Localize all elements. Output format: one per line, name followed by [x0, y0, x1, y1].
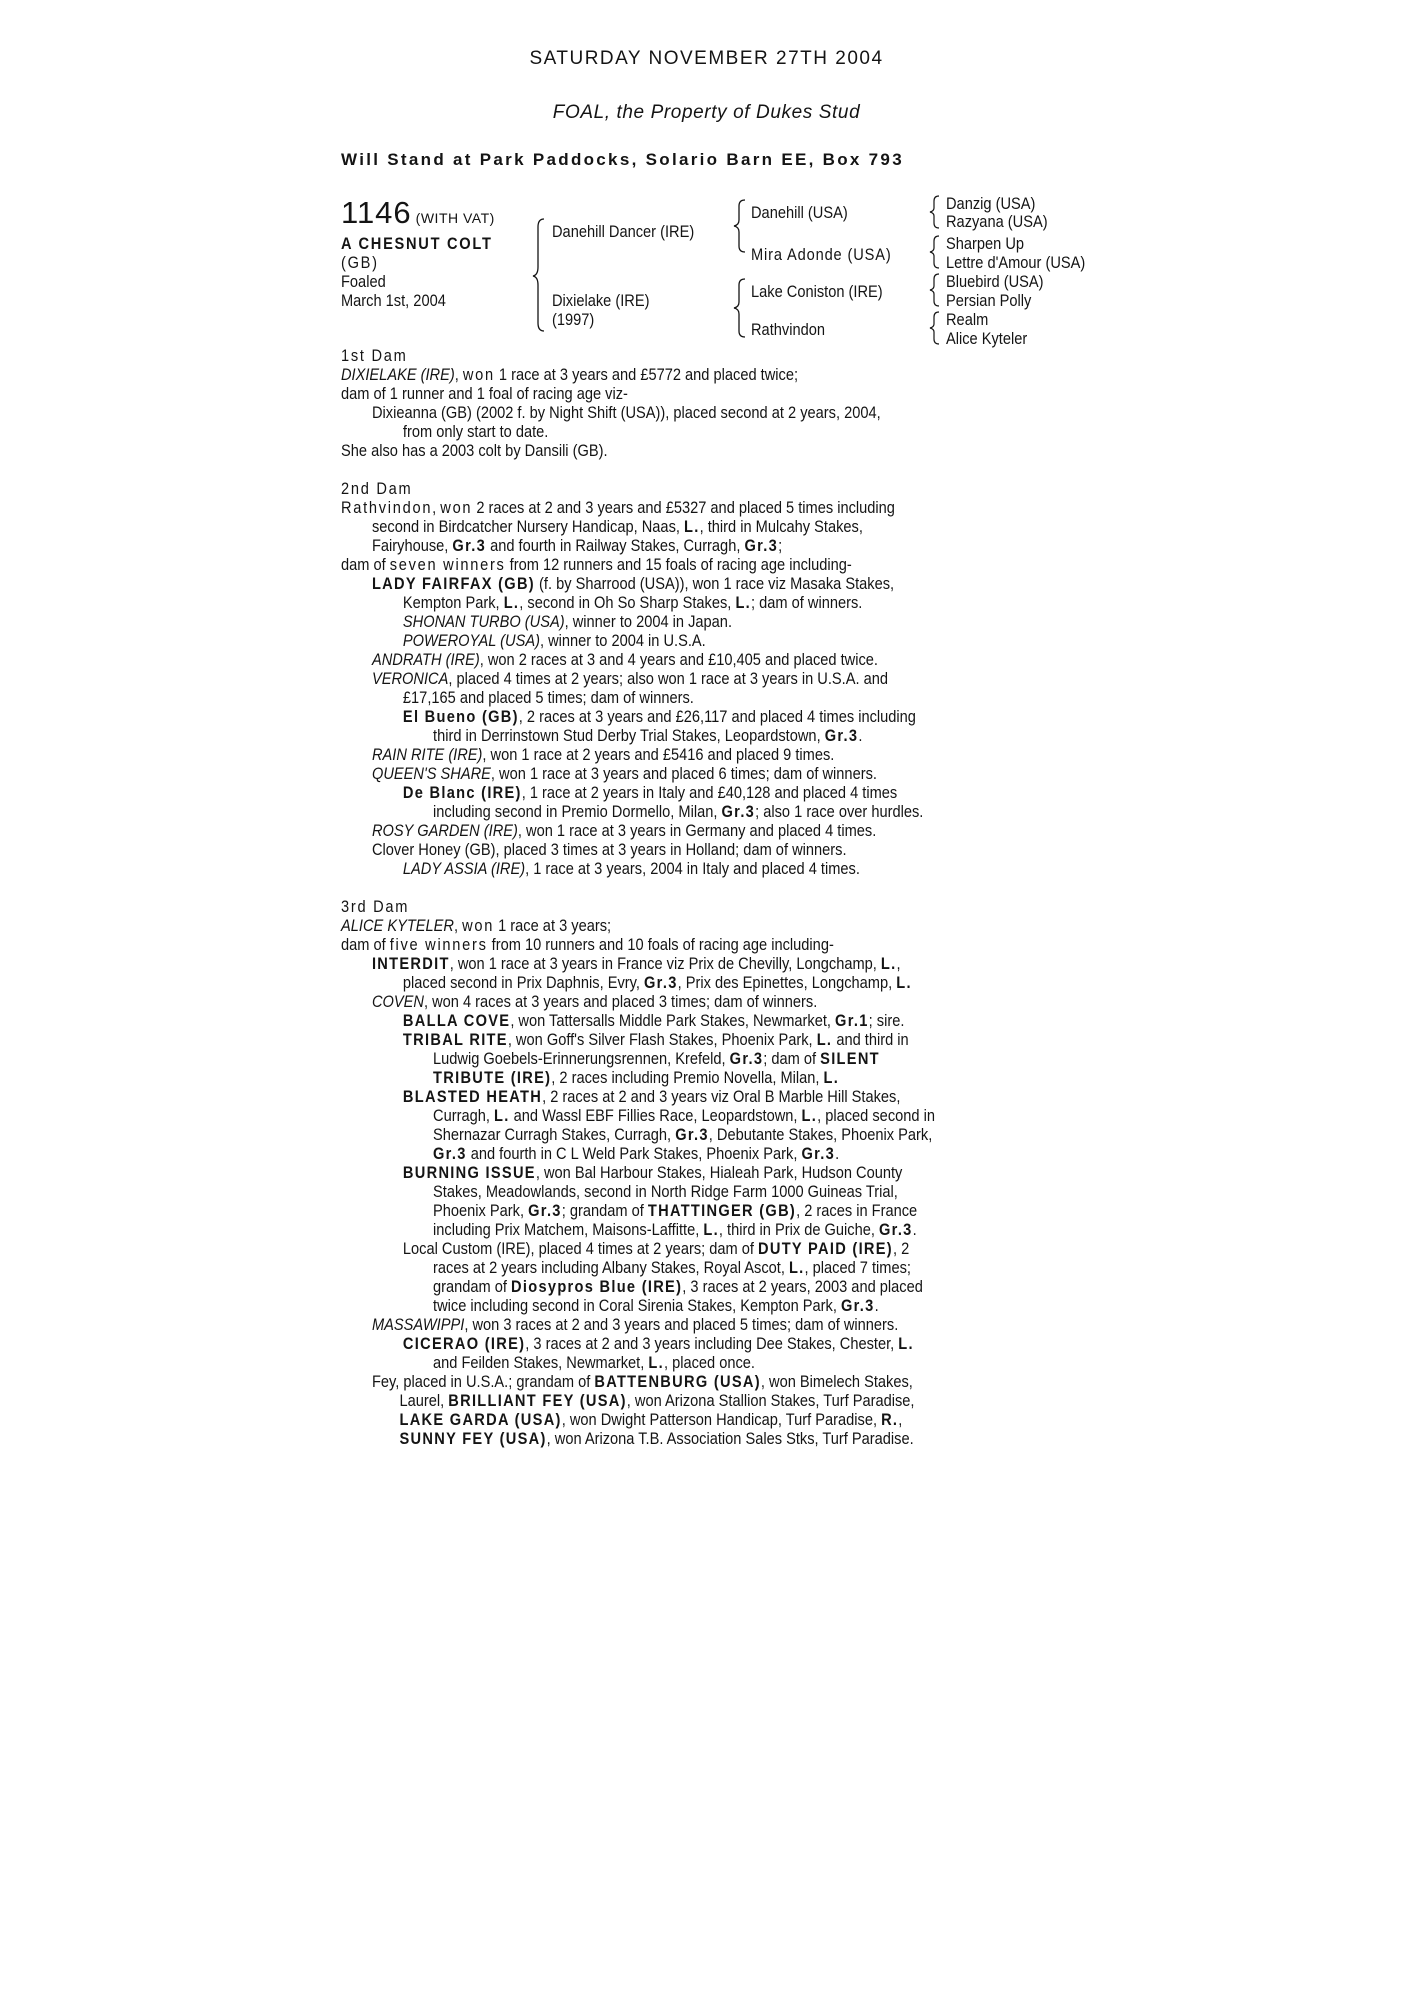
foaled-date: March 1st, 2004 [341, 291, 446, 310]
text-line: TRIBAL RITE, won Goff's Silver Flash Stakes, Phoenix Park, L. and third in [402, 1030, 909, 1049]
text-line: ALICE KYTELER, won 1 race at 3 years; [341, 916, 612, 935]
pedigree-dam-dam: Rathvindon [751, 320, 825, 339]
lot-origin: (GB) [341, 253, 379, 272]
text-line: TRIBUTE (IRE), 2 races including Premio Novella, Milan, L. [433, 1068, 840, 1087]
text-line: BALLA COVE, won Tattersalls Middle Park Stakes, Newmarket, Gr.1; sire. [402, 1011, 905, 1030]
pedigree-g-dss: Bluebird (USA) [946, 272, 1044, 291]
pedigree-g-sds: Sharpen Up [946, 234, 1025, 253]
pedigree-g-sdd: Lettre d'Amour (USA) [946, 253, 1086, 272]
pedigree-g-ssd: Razyana (USA) [946, 212, 1048, 231]
brace-g2 [929, 234, 941, 275]
text-line: LADY FAIRFAX (GB) (f. by Sharrood (USA)), won 1 race viz Masaka Stakes, [371, 574, 895, 593]
text-line: INTERDIT, won 1 race at 3 years in France viz Prix de Chevilly, Longchamp, L., [371, 954, 901, 973]
text-line: LAKE GARDA (USA), won Dwight Patterson Handicap, Turf Paradise, R., [399, 1410, 903, 1429]
pedigree-dam: Dixielake (IRE) [552, 291, 650, 310]
pedigree-g-dsd: Persian Polly [946, 291, 1032, 310]
brace-g4 [929, 310, 941, 351]
pedigree-g-sss: Danzig (USA) [946, 194, 1036, 213]
text-line: Phoenix Park, Gr.3; grandam of THATTINGER (GB), 2 races in France [433, 1201, 918, 1220]
stand-location: Will Stand at Park Paddocks, Solario Barn EE, Box 793 [341, 150, 904, 169]
text-line: ANDRATH (IRE), won 2 races at 3 and 4 years and £10,405 and placed twice. [371, 650, 878, 669]
text-line: LADY ASSIA (IRE), 1 race at 3 years, 2004 in Italy and placed 4 times. [402, 859, 860, 878]
text-line: ROSY GARDEN (IRE), won 1 race at 3 years in Germany and placed 4 times. [371, 821, 877, 840]
text-line: Laurel, BRILLIANT FEY (USA), won Arizona Stallion Stakes, Turf Paradise, [399, 1391, 915, 1410]
pedigree-main-brace [532, 215, 546, 340]
lot-description: A CHESNUT COLT [341, 234, 493, 253]
text-line: races at 2 years including Albany Stakes, Royal Ascot, L., placed 7 times; [433, 1258, 911, 1277]
text-line: SUNNY FEY (USA), won Arizona T.B. Association Sales Stks, Turf Paradise. [399, 1429, 914, 1448]
pedigree-dam-brace [733, 277, 747, 344]
text-line: from only start to date. [402, 422, 549, 441]
text-line: SHONAN TURBO (USA), winner to 2004 in Japan. [402, 612, 733, 631]
property-line: FOAL, the Property of Dukes Stud [552, 102, 861, 123]
text-line: POWEROYAL (USA), winner to 2004 in U.S.A. [402, 631, 706, 650]
pedigree-sire-dam: Mira Adonde (USA) [751, 245, 892, 264]
text-line: Ludwig Goebels-Erinnerungsrennen, Krefeld, Gr.3; dam of SILENT [433, 1049, 880, 1068]
text-line: Kempton Park, L., second in Oh So Sharp Stakes, L.; dam of winners. [402, 593, 863, 612]
text-line: Fairyhouse, Gr.3 and fourth in Railway Stakes, Curragh, Gr.3; [371, 536, 783, 555]
first-dam-heading: 1st Dam [341, 346, 408, 365]
text-line: CICERAO (IRE), 3 races at 2 and 3 years including Dee Stakes, Chester, L. [402, 1334, 914, 1353]
text-line: COVEN, won 4 races at 3 years and placed 3 times; dam of winners. [371, 992, 818, 1011]
text-line: RAIN RITE (IRE), won 1 race at 2 years and £5416 and placed 9 times. [371, 745, 835, 764]
lot-vat: (WITH VAT) [415, 210, 495, 226]
foaled-label: Foaled [341, 272, 386, 291]
text-line: second in Birdcatcher Nursery Handicap, Naas, L., third in Mulcahy Stakes, [371, 517, 863, 536]
text-line: Local Custom (IRE), placed 4 times at 2 years; dam of DUTY PAID (IRE), 2 [402, 1239, 910, 1258]
second-dam-heading: 2nd Dam [341, 479, 413, 498]
text-line: MASSAWIPPI, won 3 races at 2 and 3 years and placed 5 times; dam of winners. [371, 1315, 899, 1334]
text-line: BURNING ISSUE, won Bal Harbour Stakes, Hialeah Park, Hudson County [402, 1163, 903, 1182]
text-line: dam of seven winners from 12 runners and 15 foals of racing age including- [341, 555, 852, 574]
text-line: including second in Premio Dormello, Milan, Gr.3; also 1 race over hurdles. [433, 802, 924, 821]
text-line: Dixieanna (GB) (2002 f. by Night Shift (USA)), placed second at 2 years, 2004, [371, 403, 881, 422]
text-line: Shernazar Curragh Stakes, Curragh, Gr.3, Debutante Stakes, Phoenix Park, [433, 1125, 933, 1144]
text-line: El Bueno (GB), 2 races at 3 years and £26,117 and placed 4 times including [402, 707, 916, 726]
pedigree-dam-sire: Lake Coniston (IRE) [751, 282, 883, 301]
brace-g3 [929, 272, 941, 313]
text-line: including Prix Matchem, Maisons-Laffitte, L., third in Prix de Guiche, Gr.3. [433, 1220, 917, 1239]
text-line: Clover Honey (GB), placed 3 times at 3 years in Holland; dam of winners. [371, 840, 847, 859]
text-line: BLASTED HEATH, 2 races at 2 and 3 years viz Oral B Marble Hill Stakes, [402, 1087, 901, 1106]
spacer [341, 878, 1149, 897]
pedigree-dam-year: (1997) [552, 310, 595, 329]
text-line: grandam of Diosypros Blue (IRE), 3 races at 2 years, 2003 and placed [433, 1277, 923, 1296]
text-line: De Blanc (IRE), 1 race at 2 years in Italy and £40,128 and placed 4 times [402, 783, 898, 802]
brace-g1 [929, 194, 941, 235]
text-line: Rathvindon, won 2 races at 2 and 3 years and £5327 and placed 5 times including [341, 498, 895, 517]
text-line: twice including second in Coral Sirenia Stakes, Kempton Park, Gr.3. [433, 1296, 879, 1315]
text-line: DIXIELAKE (IRE), won 1 race at 3 years and £5772 and placed twice; [341, 365, 799, 384]
text-line: Stakes, Meadowlands, second in North Ridge Farm 1000 Guineas Trial, [433, 1182, 898, 1201]
pedigree-sire: Danehill Dancer (IRE) [552, 222, 695, 241]
pedigree-sire-sire: Danehill (USA) [751, 203, 848, 222]
third-dam-heading: 3rd Dam [341, 897, 410, 916]
pedigree-g-ddd: Alice Kyteler [946, 329, 1028, 348]
sale-date: SATURDAY NOVEMBER 27TH 2004 [529, 48, 884, 69]
text-line: and Feilden Stakes, Newmarket, L., placed once. [433, 1353, 755, 1372]
text-line: VERONICA, placed 4 times at 2 years; also won 1 race at 3 years in U.S.A. and [371, 669, 888, 688]
text-line: £17,165 and placed 5 times; dam of winners. [402, 688, 694, 707]
text-line: dam of five winners from 10 runners and 10 foals of racing age including- [341, 935, 834, 954]
text-line: QUEEN'S SHARE, won 1 race at 3 years and placed 6 times; dam of winners. [371, 764, 877, 783]
spacer [341, 460, 1149, 479]
lot-number: 1146 [341, 195, 412, 230]
text-line: placed second in Prix Daphnis, Evry, Gr.3, Prix des Epinettes, Longchamp, L. [402, 973, 912, 992]
pedigree-g-dds: Realm [946, 310, 989, 329]
pedigree-sire-brace [733, 198, 747, 259]
text-line: Fey, placed in U.S.A.; grandam of BATTENBURG (USA), won Bimelech Stakes, [371, 1372, 913, 1391]
lot-block [341, 195, 495, 231]
text-line: She also has a 2003 colt by Dansili (GB). [341, 441, 608, 460]
text-line: dam of 1 runner and 1 foal of racing age viz- [341, 384, 628, 403]
text-line: Gr.3 and fourth in C L Weld Park Stakes, Phoenix Park, Gr.3. [433, 1144, 840, 1163]
text-line: third in Derrinstown Stud Derby Trial Stakes, Leopardstown, Gr.3. [433, 726, 863, 745]
catalogue-body [341, 346, 1281, 1448]
text-line: Curragh, L. and Wassl EBF Fillies Race, Leopardstown, L., placed second in [433, 1106, 935, 1125]
